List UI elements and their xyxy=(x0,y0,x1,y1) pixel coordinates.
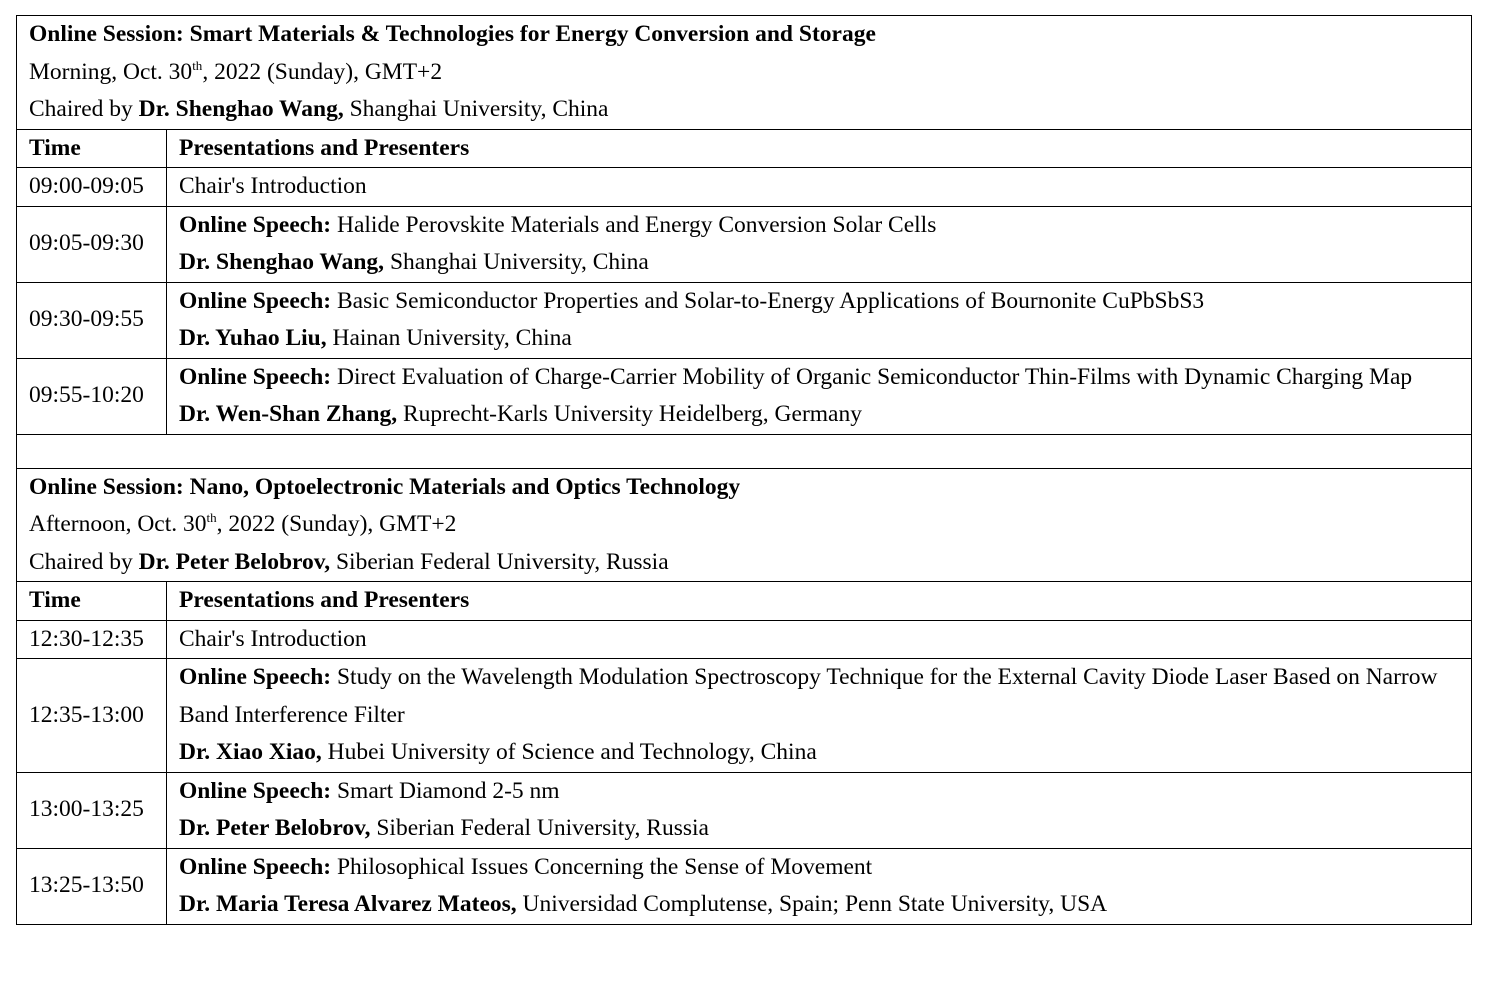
schedule-table xyxy=(16,15,1472,925)
presentations-header-text: Presentations and Presenters xyxy=(179,587,470,613)
speaker-affiliation: Ruprecht-Karls University Heidelberg, Germany xyxy=(403,401,862,427)
speaker-name: Dr. Wen-Shan Zhang, xyxy=(179,401,398,427)
spacer-cell xyxy=(17,434,1472,468)
talk-speaker xyxy=(179,244,1459,282)
speech-label: Online Speech: xyxy=(179,287,332,314)
table-row xyxy=(17,848,1472,924)
time-cell: 13:25-13:50 xyxy=(17,848,167,924)
talk-title xyxy=(179,773,1459,811)
presentation-cell xyxy=(167,206,1472,282)
time-cell: 09:00-09:05 xyxy=(17,168,167,207)
speaker-name: Dr. Maria Teresa Alvarez Mateos, xyxy=(179,891,517,917)
talk-speaker xyxy=(179,396,1459,434)
speaker-affiliation: Hubei University of Science and Technology, China xyxy=(327,739,817,765)
time-cell: 09:30-09:55 xyxy=(17,282,167,358)
table-row xyxy=(17,206,1472,282)
session-title xyxy=(29,16,1459,54)
speech-label: Online Speech: xyxy=(179,853,332,880)
session-header xyxy=(17,468,1472,582)
speaker-name: Dr. Peter Belobrov, xyxy=(179,815,371,841)
table-row xyxy=(17,358,1472,434)
session-date-main: Morning, Oct. 30 xyxy=(29,58,193,85)
speech-label: Online Speech: xyxy=(179,363,332,390)
presentations-column-header xyxy=(167,582,1472,621)
session-date xyxy=(29,54,1459,92)
talk-speaker xyxy=(179,810,1459,848)
session-date-rest: , 2022 (Sunday), GMT+2 xyxy=(202,58,443,85)
session-date-rest: , 2022 (Sunday), GMT+2 xyxy=(216,511,457,537)
session-header xyxy=(17,16,1472,130)
chair-prefix: Chaired by xyxy=(29,548,133,575)
session-title-text: Nano, Optoelectronic Materials and Optics Technology xyxy=(189,473,741,500)
spacer-row xyxy=(17,434,1472,468)
speech-label: Online Speech: xyxy=(179,777,332,804)
session-date-suffix: th xyxy=(192,57,203,73)
presentation-cell xyxy=(167,659,1472,773)
column-header-row xyxy=(17,582,1472,621)
time-cell: 12:35-13:00 xyxy=(17,659,167,773)
time-header-text: Time xyxy=(29,134,81,161)
time-column-header xyxy=(17,582,167,621)
talk-title-text: Basic Semiconductor Properties and Solar-to-Energy Applications of Bournonite CuPbSbS3 xyxy=(336,287,1205,314)
table-row xyxy=(17,772,1472,848)
time-cell: 09:55-10:20 xyxy=(17,358,167,434)
chair-affiliation: Shanghai University, China xyxy=(349,96,609,122)
session-header-row xyxy=(17,468,1472,582)
session-title-prefix: Online Session: xyxy=(29,473,184,500)
speaker-affiliation: Siberian Federal University, Russia xyxy=(376,815,709,841)
session-date-main: Afternoon, Oct. 30 xyxy=(29,511,207,537)
talk-title xyxy=(179,359,1459,397)
speaker-name: Dr. Yuhao Liu, xyxy=(179,325,327,351)
talk-title-text: Halide Perovskite Materials and Energy Conversion Solar Cells xyxy=(336,211,937,238)
talk-title-text: Smart Diamond 2-5 nm xyxy=(336,777,560,804)
chair-affiliation: Siberian Federal University, Russia xyxy=(335,548,669,575)
session-chair xyxy=(29,91,1459,129)
session-title-text: Smart Materials & Technologies for Energy Conversion and Storage xyxy=(189,21,876,47)
talk-speaker xyxy=(179,886,1459,924)
talk-title xyxy=(179,283,1459,321)
table-row xyxy=(17,659,1472,773)
presentation-cell xyxy=(167,848,1472,924)
talk-title xyxy=(179,849,1459,887)
speaker-name: Dr. Xiao Xiao, xyxy=(179,739,322,765)
speaker-affiliation: Hainan University, China xyxy=(332,325,572,351)
time-header-text: Time xyxy=(29,587,81,613)
talk-speaker xyxy=(179,734,1459,772)
speech-label: Online Speech: xyxy=(179,211,332,238)
session-title-prefix: Online Session: xyxy=(29,21,184,47)
talk-title-text: Direct Evaluation of Charge-Carrier Mobility of Organic Semiconductor Thin-Films with Dynamic Charging Map xyxy=(336,363,1413,390)
talk-title xyxy=(179,659,1459,734)
session-title xyxy=(29,469,1459,507)
presentation-cell xyxy=(167,358,1472,434)
presentations-column-header xyxy=(167,129,1472,168)
chair-name: Dr. Peter Belobrov, xyxy=(138,548,331,575)
chair-prefix: Chaired by xyxy=(29,96,133,122)
speaker-affiliation: Shanghai University, China xyxy=(389,249,649,275)
intro-cell: Chair's Introduction xyxy=(167,620,1472,659)
talk-title-text: Philosophical Issues Concerning the Sense of Movement xyxy=(336,853,873,880)
talk-speaker xyxy=(179,320,1459,358)
time-cell: 13:00-13:25 xyxy=(17,772,167,848)
time-column-header xyxy=(17,129,167,168)
chair-name: Dr. Shenghao Wang, xyxy=(138,96,344,122)
session-date xyxy=(29,506,1459,544)
table-row xyxy=(17,168,1472,207)
talk-title-text: Study on the Wavelength Modulation Spectroscopy Technique for the External Cavity Diode Laser Based on Narrow Band Interference Filter xyxy=(179,664,1438,728)
intro-cell: Chair's Introduction xyxy=(167,168,1472,207)
column-header-row xyxy=(17,129,1472,168)
speaker-name: Dr. Shenghao Wang, xyxy=(179,249,385,275)
talk-title xyxy=(179,207,1459,245)
session-header-row xyxy=(17,16,1472,130)
session-date-suffix: th xyxy=(206,510,217,526)
time-cell: 09:05-09:30 xyxy=(17,206,167,282)
speaker-affiliation: Universidad Complutense, Spain; Penn State University, USA xyxy=(522,891,1108,917)
time-cell: 12:30-12:35 xyxy=(17,620,167,659)
session-chair xyxy=(29,544,1459,582)
presentation-cell xyxy=(167,772,1472,848)
table-row xyxy=(17,282,1472,358)
speech-label: Online Speech: xyxy=(179,664,332,690)
table-row xyxy=(17,620,1472,659)
presentation-cell xyxy=(167,282,1472,358)
presentations-header-text: Presentations and Presenters xyxy=(179,134,470,161)
